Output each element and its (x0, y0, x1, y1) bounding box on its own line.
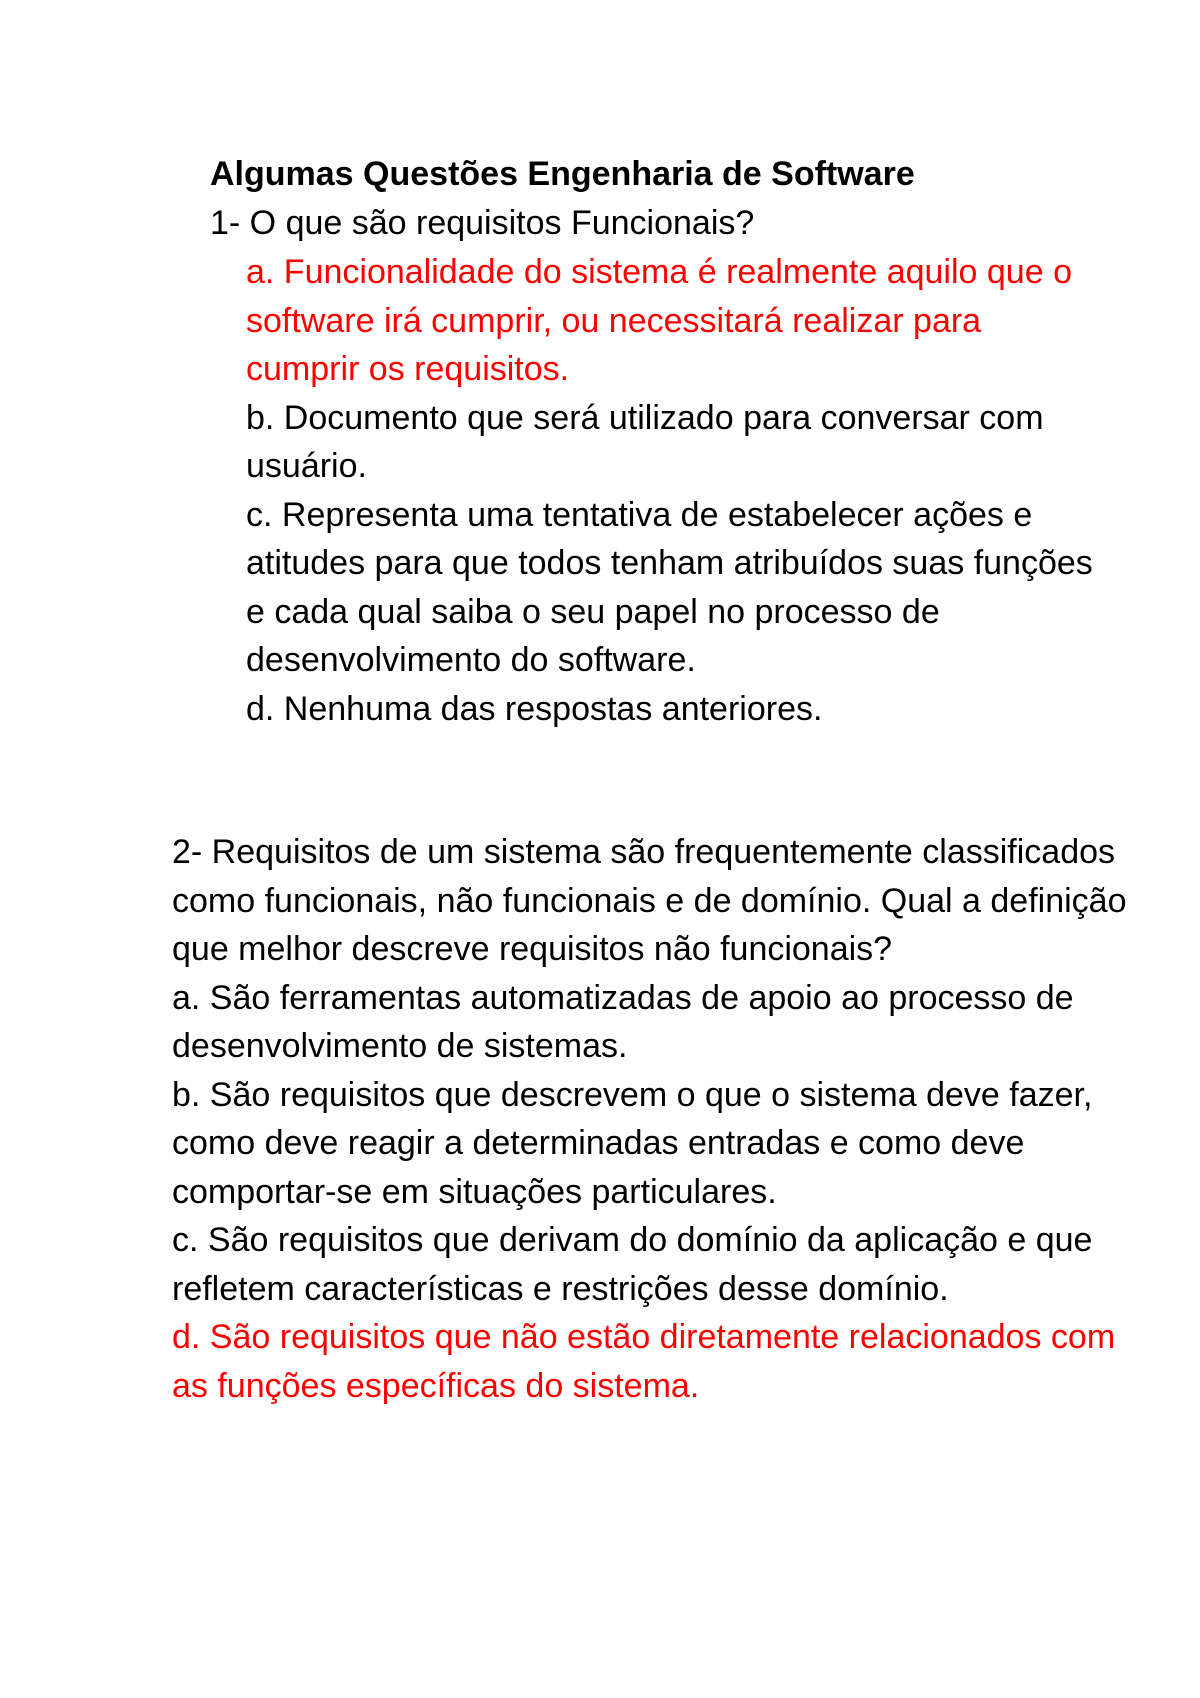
question-2 (172, 828, 1132, 1410)
question-1-options (246, 248, 1096, 733)
option-d-correct: d. São requisitos que não estão diretamente relacionados com as funções específicas do sistema. (172, 1318, 1116, 1405)
question-stem: 2- Requisitos de um sistema são frequentemente classificados como funcionais, não funcionais e de domínio. Qual a definição que melhor descreve requisitos não funcionais? (172, 833, 1127, 968)
option-c: c. Representa uma tentativa de estabelecer ações e atitudes para que todos tenham atribuídos suas funções e cada qual saiba o seu papel no processo de desenvolvimento do software. (246, 495, 1093, 679)
question-stem: 1- O que são requisitos Funcionais? (210, 204, 755, 242)
option-a: a. São ferramentas automatizadas de apoio ao processo de desenvolvimento de sistemas. (172, 978, 1074, 1065)
option-b: b. São requisitos que descrevem o que o sistema deve fazer, como deve reagir a determinadas entradas e como deve comportar-se em situações particulares. (172, 1075, 1093, 1211)
option-b: b. Documento que será utilizado para conversar com usuário. (246, 398, 1044, 485)
option-c: c. São requisitos que derivam do domínio da aplicação e que refletem características e restrições desse domínio. (172, 1221, 1093, 1308)
document-title: Algumas Questões Engenharia de Software (210, 155, 915, 193)
question-1-stem (210, 199, 1110, 248)
option-d: d. Nenhuma das respostas anteriores. (246, 689, 823, 728)
option-a-correct: a. Funcionalidade do sistema é realmente aquilo que o software irá cumprir, ou necessitará realizar para cumprir os requisitos. (246, 253, 1072, 388)
